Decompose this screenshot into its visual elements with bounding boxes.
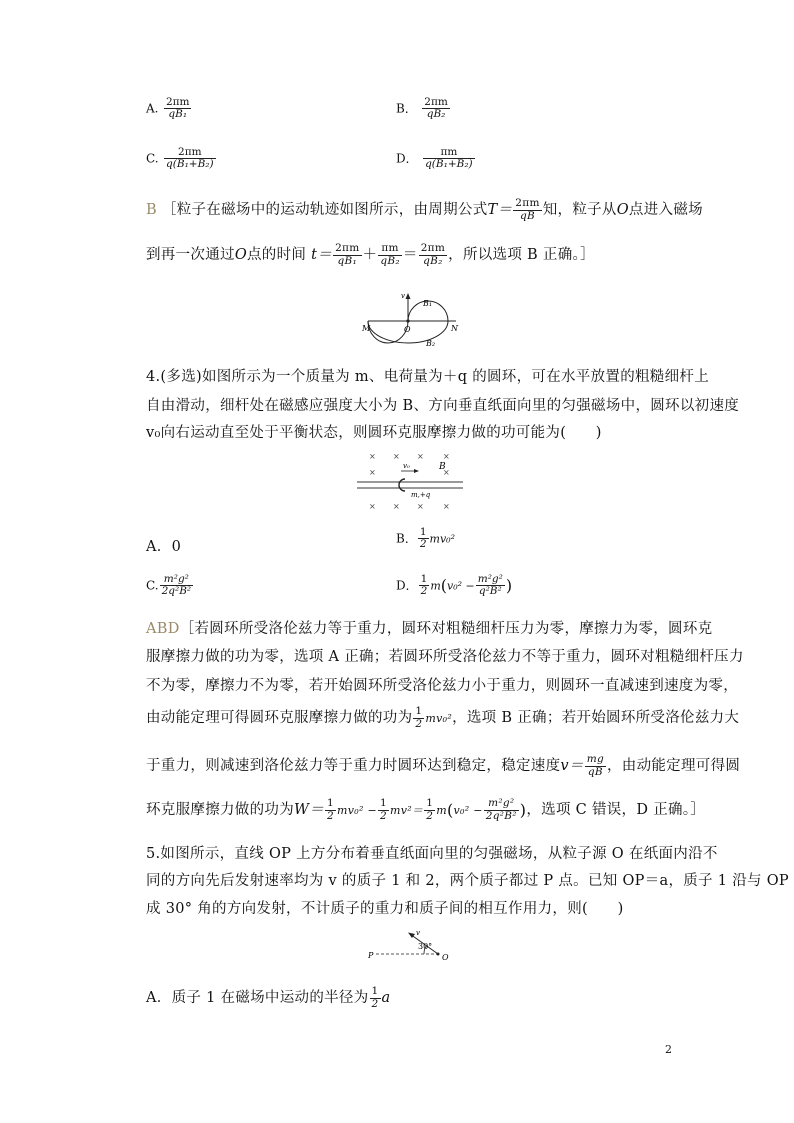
svg-text:×: ×	[369, 468, 376, 477]
fig1-b2-label: B₂	[426, 339, 436, 348]
svg-text:×: ×	[443, 502, 450, 511]
q3-option-a: A. $\frac{2\pi m}{\text{qB₁}}$	[146, 96, 190, 121]
fig2-v0-label: v₀	[403, 462, 410, 470]
q5-stem-line3: 成 30° 角的方向发射，不计质子的重力和质子间的相互作用力，则( )	[146, 901, 624, 917]
fig1-m-label: M	[362, 324, 371, 333]
svg-text:×: ×	[417, 502, 424, 511]
svg-text:×: ×	[443, 452, 450, 461]
svg-text:×: ×	[393, 452, 400, 461]
fig1-n-label: N	[451, 324, 458, 333]
svg-text:×: ×	[369, 502, 376, 511]
fig2-b-label: B	[439, 462, 446, 472]
fig3-angle-label: 30°	[418, 942, 433, 951]
q4-stem-line3: v₀向右运动直至处于平衡状态，则圆环克服摩擦力做的功可能为( )	[146, 425, 602, 441]
fig1-v-label: v	[401, 292, 405, 300]
q3-option-c: C. $\frac{2\pi m}{\text{q(B₁+B₂)}}$	[146, 146, 214, 171]
q5-stem-line1: 5.如图所示，直线 OP 上方分布着垂直纸面向里的匀强磁场，从粒子源 O 在纸面内沿不	[146, 846, 718, 862]
q4-solution-line1: ABD［若圆环所受洛伦兹力等于重力，圆环对粗糙细杆压力为零，摩擦力为零，圆环克	[146, 621, 713, 637]
q3-option-d: D． $\frac{\pi m}{\text{q(B₁+B₂)}}$	[396, 146, 473, 171]
svg-text:×: ×	[369, 452, 376, 461]
q3-solution-line2: 到再一次通过O点的时间 t＝ $\frac{2\pi m}{\text{qB₁}}$ ＋ $\frac{\pi m}{\text{qB₂}}$ ＝ $\frac{2\pi m}{\text{qB₂}}$ ，所以选项 B 正确。］	[146, 242, 595, 267]
q4-solution-line5: 于重力，则减速到洛伦兹力等于重力时圆环达到稳定，稳定速度v＝ $\frac{mg}{qB}$ ，由动能定理可得圆	[146, 753, 741, 778]
fig1-o-label: O	[404, 325, 411, 334]
q4-option-b: B． $\frac{1}{2}$ mv₀²	[396, 526, 455, 551]
q4-stem-line1: 4.(多选)如图所示为一个质量为 m、电荷量为＋q 的圆环，可在水平放置的粗糙细杆上	[146, 369, 709, 385]
q4-solution-line6: 环克服摩擦力做的功为W＝ $\frac{1}{2}$ mv₀² − $\frac{1}{2}$ mv²＝ $\frac{1}{2}$ m(v₀² − $\frac{\text{m²g²}}{\text{2q²B²}}$ )，选项 C 错误，D 正确。］	[146, 797, 706, 822]
trajectory-figure	[360, 286, 460, 352]
svg-text:×: ×	[443, 468, 450, 477]
ring-on-rod-figure	[355, 447, 465, 513]
fig1-b1-label: B₁	[423, 299, 433, 308]
page-number: 2	[665, 1043, 672, 1056]
q4-solution-line4: 由动能定理可得圆环克服摩擦力做的功为 $\frac{1}{2}$ mv₀²，选项 B 正确；若开始圆环所受洛伦兹力大	[146, 705, 740, 730]
q4-option-a: A．0	[146, 539, 182, 555]
fig3-p-label: P	[368, 951, 374, 960]
fig3-v-label: v	[416, 929, 420, 937]
q5-option-a: A．质子 1 在磁场中运动的半径为 $\frac{1}{2}$ a	[146, 985, 391, 1010]
q4-option-d: D． $\frac{1}{2}$ m(v₀² − $\frac{\text{m²g²}}{\text{q²B²}}$ )	[396, 573, 513, 598]
q3-option-b: B． $\frac{2\pi m}{\text{qB₂}}$	[396, 96, 448, 121]
q4-solution-line2: 服摩擦力做的功为零，选项 A 正确；若圆环所受洛伦兹力不等于重力，圆环对粗糙细杆压力	[146, 649, 744, 665]
svg-text:×: ×	[417, 452, 424, 461]
q3-solution-line1: B ［粒子在磁场中的运动轨迹如图所示，由周期公式T＝ $\frac{2\pi m}{qB}$ 知，粒子从O点进入磁场	[146, 197, 703, 222]
proton-launch-figure	[362, 922, 462, 966]
q5-stem-line2: 同的方向先后发射速率均为 v 的质子 1 和 2，两个质子都过 P 点。已知 OP＝a，质子 1 沿与 OP	[146, 873, 789, 889]
fig2-mq-label: m,+q	[411, 491, 431, 499]
q4-solution-line3: 不为零，摩擦力不为零，若开始圆环所受洛伦兹力小于重力，则圆环一直减速到速度为零，	[146, 678, 738, 694]
q4-option-c: C. $\frac{\text{m²g²}}{\text{2q²B²}}$	[146, 573, 192, 598]
svg-text:×: ×	[393, 502, 400, 511]
fig3-o-label: O	[442, 953, 449, 962]
q4-stem-line2: 自由滑动，细杆处在磁感应强度大小为 B、方向垂直纸面向里的匀强磁场中，圆环以初速度	[146, 398, 740, 414]
